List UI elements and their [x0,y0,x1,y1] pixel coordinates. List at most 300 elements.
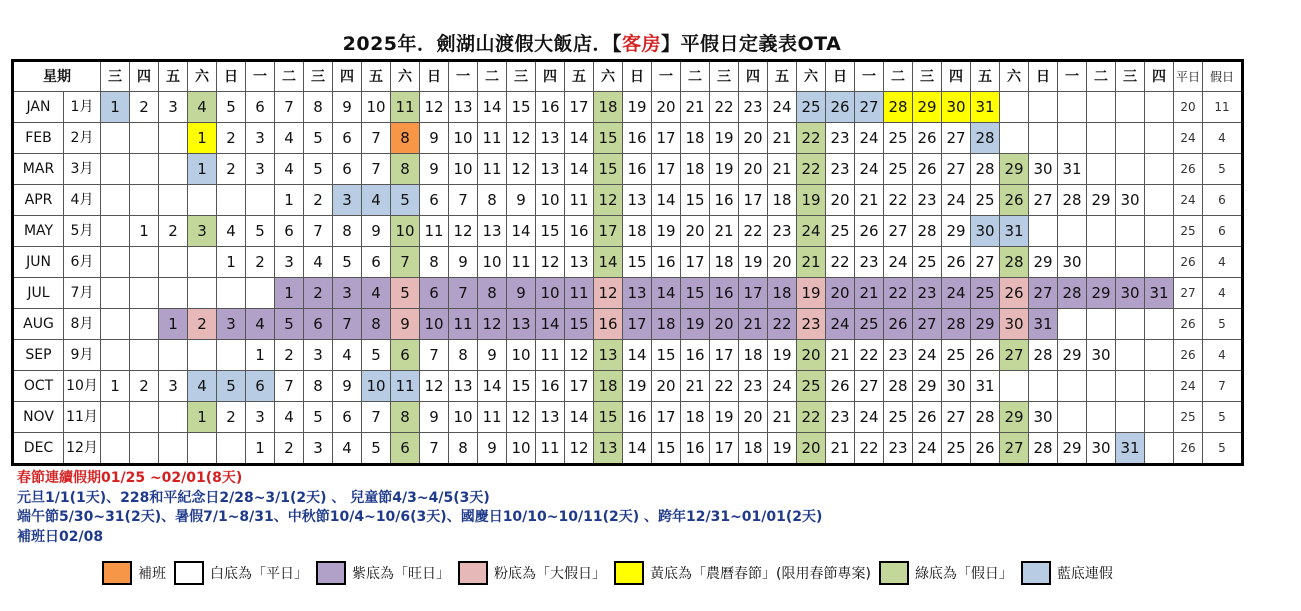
day-cell: 13 [536,402,565,433]
day-cell: 21 [855,185,884,216]
empty-cell [1116,340,1145,371]
day-cell: 7 [362,123,391,154]
empty-cell [1029,92,1058,123]
day-cell: 20 [739,154,768,185]
day-cell: 11 [565,185,594,216]
empty-cell [188,185,217,216]
holiday-count: 4 [1203,340,1243,371]
day-cell: 28 [1029,340,1058,371]
day-cell: 19 [710,154,739,185]
empty-cell [1058,371,1087,402]
day-cell: 7 [275,92,304,123]
holiday-note-line1: 元旦1/1(1天)、228和平紀念日2/28~3/1(2天) 、 兒童節4/3~4/5(3天) [17,489,490,506]
day-cell: 27 [1000,433,1029,465]
day-cell: 16 [623,154,652,185]
empty-cell [1145,402,1174,433]
day-cell: 17 [739,185,768,216]
legend-swatch [174,561,204,585]
day-cell: 25 [884,154,913,185]
day-cell: 26 [1000,278,1029,309]
day-cell: 8 [391,402,420,433]
weekday-header-cell: 五 [768,61,797,92]
notes-section [17,469,822,547]
month-name-zh: 10月 [64,371,101,402]
weekday-count: 25 [1174,402,1203,433]
day-cell: 11 [536,433,565,465]
day-cell: 19 [768,340,797,371]
legend-label: 粉底為「大假日」 [494,566,606,582]
day-cell: 13 [594,340,623,371]
day-cell: 28 [971,123,1000,154]
day-cell: 6 [246,92,275,123]
day-cell: 3 [217,309,246,340]
day-cell: 17 [594,216,623,247]
day-cell: 30 [1029,402,1058,433]
month-name-zh: 8月 [64,309,101,340]
empty-cell [1029,216,1058,247]
day-cell: 20 [710,309,739,340]
weekday-header-cell: 二 [1087,61,1116,92]
day-cell: 21 [768,123,797,154]
day-cell: 1 [101,92,130,123]
weekday-header-cell: 一 [1058,61,1087,92]
day-cell: 25 [797,92,826,123]
empty-cell [1116,216,1145,247]
day-cell: 14 [623,433,652,465]
legend-item [458,561,606,585]
day-cell: 22 [768,309,797,340]
empty-cell [159,247,188,278]
weekday-header-cell: 一 [449,61,478,92]
day-cell: 18 [768,185,797,216]
day-cell: 24 [913,433,942,465]
day-cell: 5 [304,402,333,433]
day-cell: 12 [507,402,536,433]
empty-cell [101,123,130,154]
day-cell: 11 [565,278,594,309]
month-name-en: JUN [13,247,64,278]
day-cell: 8 [362,309,391,340]
day-cell: 3 [304,433,333,465]
day-cell: 4 [217,216,246,247]
day-cell: 4 [362,185,391,216]
day-cell: 7 [304,216,333,247]
day-cell: 22 [797,154,826,185]
empty-cell [188,278,217,309]
month-name-en: MAY [13,216,64,247]
holiday-count: 5 [1203,433,1243,465]
day-cell: 12 [594,185,623,216]
day-cell: 28 [1058,278,1087,309]
calendar-table [11,59,1244,466]
day-cell: 31 [971,92,1000,123]
day-cell: 25 [942,433,971,465]
day-cell: 28 [1000,247,1029,278]
day-cell: 16 [681,340,710,371]
day-cell: 1 [246,433,275,465]
empty-cell [1116,154,1145,185]
weekday-header-cell: 四 [130,61,159,92]
day-cell: 24 [768,371,797,402]
empty-cell [1058,123,1087,154]
weekday-header-cell: 六 [797,61,826,92]
color-legend [102,559,1121,587]
day-cell: 27 [942,402,971,433]
day-cell: 20 [826,278,855,309]
weekday-count: 27 [1174,278,1203,309]
page-title [0,29,1184,56]
day-cell: 25 [884,123,913,154]
day-cell: 5 [304,154,333,185]
weekday-count: 26 [1174,340,1203,371]
weekday-header-cell: 三 [101,61,130,92]
day-cell: 26 [913,402,942,433]
day-cell: 23 [826,402,855,433]
day-cell: 30 [1029,154,1058,185]
day-cell: 1 [130,216,159,247]
day-cell: 16 [652,247,681,278]
day-cell: 10 [449,123,478,154]
empty-cell [159,402,188,433]
empty-cell [1087,371,1116,402]
weekday-header-cell: 六 [391,61,420,92]
weekday-count: 24 [1174,371,1203,402]
day-cell: 29 [1000,154,1029,185]
day-cell: 8 [449,340,478,371]
day-cell: 16 [623,402,652,433]
weekday-count: 26 [1174,309,1203,340]
day-cell: 19 [710,402,739,433]
weekday-header-cell: 五 [971,61,1000,92]
day-cell: 2 [130,92,159,123]
holiday-count: 4 [1203,278,1243,309]
day-cell: 30 [1058,247,1087,278]
legend-swatch [614,561,644,585]
day-cell: 14 [565,154,594,185]
day-cell: 14 [478,92,507,123]
day-cell: 23 [739,371,768,402]
day-cell: 13 [565,247,594,278]
empty-cell [1145,92,1174,123]
day-cell: 11 [536,340,565,371]
day-cell: 3 [246,123,275,154]
month-row [13,216,1243,247]
legend-label: 綠底為「假日」 [914,566,1013,582]
empty-cell [217,278,246,309]
day-cell: 7 [275,371,304,402]
month-name-zh: 12月 [64,433,101,465]
day-cell: 14 [594,247,623,278]
day-cell: 24 [768,92,797,123]
day-cell: 18 [739,433,768,465]
day-cell: 30 [1116,278,1145,309]
month-name-zh: 3月 [64,154,101,185]
day-cell: 23 [826,154,855,185]
spring-festival-note: 春節連續假期01/25 ~02/01(8天) [17,470,243,486]
day-cell: 21 [681,92,710,123]
legend-swatch [879,561,909,585]
day-cell: 23 [913,185,942,216]
day-cell: 25 [826,216,855,247]
day-cell: 22 [855,340,884,371]
day-cell: 4 [362,278,391,309]
empty-cell [101,185,130,216]
day-cell: 10 [507,340,536,371]
day-cell: 19 [710,123,739,154]
day-cell: 4 [333,340,362,371]
day-cell: 17 [565,92,594,123]
day-cell: 20 [768,247,797,278]
day-cell: 10 [362,371,391,402]
day-cell: 23 [884,340,913,371]
day-cell: 30 [971,216,1000,247]
day-cell: 30 [942,371,971,402]
day-cell: 17 [652,402,681,433]
title-text-1: 2025年．劍湖山渡假大飯店．【 [342,33,623,55]
month-name-en: SEP [13,340,64,371]
day-cell: 6 [362,247,391,278]
day-cell: 20 [797,340,826,371]
day-cell: 18 [623,216,652,247]
day-cell: 18 [710,247,739,278]
day-cell: 30 [1000,309,1029,340]
day-cell: 14 [652,278,681,309]
empty-cell [1058,92,1087,123]
day-cell: 3 [188,216,217,247]
empty-cell [217,433,246,465]
month-name-en: MAR [13,154,64,185]
holiday-count: 11 [1203,92,1243,123]
empty-cell [1116,92,1145,123]
empty-cell [188,340,217,371]
legend-item [879,561,1013,585]
empty-cell [1145,247,1174,278]
weekday-count-header: 平日 [1174,61,1203,92]
month-name-en: OCT [13,371,64,402]
weekday-header-cell: 六 [594,61,623,92]
day-cell: 6 [304,309,333,340]
day-cell: 21 [768,402,797,433]
month-name-en: DEC [13,433,64,465]
weekday-count: 24 [1174,123,1203,154]
weekday-header-cell: 四 [536,61,565,92]
day-cell: 2 [217,154,246,185]
day-cell: 2 [217,402,246,433]
day-cell: 24 [942,185,971,216]
day-cell: 15 [594,123,623,154]
day-cell: 30 [1087,433,1116,465]
holiday-count: 5 [1203,402,1243,433]
holiday-count: 4 [1203,123,1243,154]
empty-cell [101,154,130,185]
day-cell: 2 [304,278,333,309]
day-cell: 5 [246,216,275,247]
day-cell: 12 [420,92,449,123]
day-cell: 15 [681,185,710,216]
day-cell: 8 [420,247,449,278]
day-cell: 25 [942,340,971,371]
empty-cell [1058,309,1087,340]
day-cell: 6 [246,371,275,402]
day-cell: 13 [594,433,623,465]
day-cell: 29 [913,92,942,123]
day-cell: 31 [1145,278,1174,309]
day-cell: 6 [420,185,449,216]
empty-cell [1116,123,1145,154]
month-name-en: APR [13,185,64,216]
day-cell: 30 [942,92,971,123]
day-cell: 12 [478,309,507,340]
day-cell: 24 [826,309,855,340]
day-cell: 25 [971,278,1000,309]
day-cell: 30 [1116,185,1145,216]
day-cell: 5 [391,185,420,216]
day-cell: 27 [1029,185,1058,216]
day-cell: 17 [652,123,681,154]
day-cell: 18 [594,92,623,123]
day-cell: 17 [710,433,739,465]
day-cell: 9 [449,247,478,278]
legend-item [1021,561,1113,585]
day-cell: 6 [333,154,362,185]
empty-cell [1116,371,1145,402]
day-cell: 26 [971,433,1000,465]
month-name-zh: 9月 [64,340,101,371]
holiday-count: 7 [1203,371,1243,402]
day-cell: 29 [913,371,942,402]
day-cell: 3 [333,278,362,309]
weekday-header-cell: 二 [681,61,710,92]
day-cell: 19 [652,216,681,247]
month-name-en: AUG [13,309,64,340]
month-name-zh: 6月 [64,247,101,278]
empty-cell [159,154,188,185]
day-cell: 28 [1029,433,1058,465]
empty-cell [188,433,217,465]
legend-swatch [102,561,132,585]
day-cell: 7 [362,402,391,433]
day-cell: 13 [449,92,478,123]
empty-cell [217,185,246,216]
day-cell: 5 [333,247,362,278]
day-cell: 28 [1058,185,1087,216]
weekday-count: 26 [1174,433,1203,465]
day-cell: 15 [594,402,623,433]
day-cell: 14 [623,340,652,371]
holiday-note-line2: 端午節5/30~31(2天)、暑假7/1~8/31、中秋節10/4~10/6(3天)、國慶日10/10~10/11(2天) 、跨年12/31~01/01(2天) [17,509,823,525]
day-cell: 22 [797,402,826,433]
day-cell: 29 [1058,340,1087,371]
day-cell: 24 [855,402,884,433]
day-cell: 20 [826,185,855,216]
day-cell: 6 [275,216,304,247]
day-cell: 4 [275,402,304,433]
day-cell: 31 [971,371,1000,402]
day-cell: 17 [739,278,768,309]
day-cell: 15 [652,433,681,465]
empty-cell [101,309,130,340]
day-cell: 10 [507,433,536,465]
day-cell: 8 [391,154,420,185]
day-cell: 14 [478,371,507,402]
empty-cell [130,154,159,185]
day-cell: 26 [913,154,942,185]
day-cell: 29 [1087,185,1116,216]
month-row [13,371,1243,402]
day-cell: 1 [188,402,217,433]
empty-cell [101,402,130,433]
day-cell: 2 [159,216,188,247]
day-cell: 26 [855,216,884,247]
day-cell: 8 [304,371,333,402]
month-row [13,185,1243,216]
day-cell: 21 [826,340,855,371]
day-cell: 2 [304,185,333,216]
day-cell: 13 [623,278,652,309]
makeup-workday-note: 補班日02/08 [17,528,104,545]
weekday-header-cell: 二 [275,61,304,92]
day-cell: 21 [826,433,855,465]
day-cell: 16 [536,92,565,123]
day-cell: 18 [681,402,710,433]
weekday-header-cell: 六 [188,61,217,92]
day-cell: 11 [478,123,507,154]
month-row [13,154,1243,185]
day-cell: 4 [304,247,333,278]
weekday-header-cell: 日 [217,61,246,92]
day-cell: 25 [797,371,826,402]
day-cell: 10 [391,216,420,247]
empty-cell [159,340,188,371]
day-cell: 28 [884,92,913,123]
day-cell: 18 [681,154,710,185]
day-cell: 24 [913,340,942,371]
day-cell: 29 [942,216,971,247]
day-cell: 1 [275,278,304,309]
day-cell: 18 [681,123,710,154]
day-cell: 7 [391,247,420,278]
day-cell: 4 [188,92,217,123]
day-cell: 27 [1029,278,1058,309]
day-cell: 6 [333,402,362,433]
day-cell: 22 [710,371,739,402]
day-cell: 7 [420,433,449,465]
legend-label: 補班 [138,566,166,582]
day-cell: 11 [478,154,507,185]
day-cell: 27 [942,154,971,185]
day-cell: 7 [420,340,449,371]
day-cell: 20 [652,371,681,402]
weekday-header-cell: 一 [652,61,681,92]
day-cell: 12 [565,433,594,465]
legend-swatch [316,561,346,585]
day-cell: 11 [391,92,420,123]
empty-cell [246,185,275,216]
weekday-header-cell: 日 [623,61,652,92]
day-cell: 22 [797,123,826,154]
day-cell: 10 [449,154,478,185]
weekday-header-cell: 五 [565,61,594,92]
weekday-header-cell: 六 [1000,61,1029,92]
month-row [13,247,1243,278]
day-cell: 12 [565,340,594,371]
day-cell: 23 [855,247,884,278]
empty-cell [1087,154,1116,185]
day-cell: 5 [217,92,246,123]
day-cell: 11 [478,402,507,433]
day-cell: 4 [246,309,275,340]
empty-cell [101,433,130,465]
